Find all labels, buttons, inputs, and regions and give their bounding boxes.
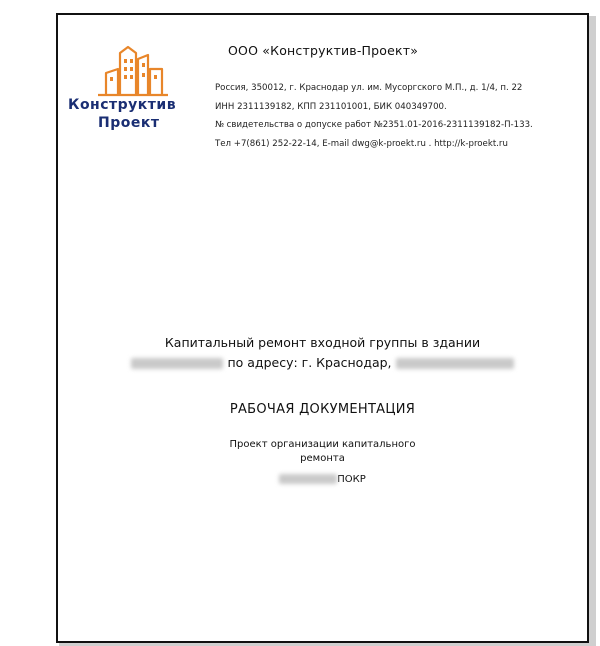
company-name: ООО «Конструктив-Проект» [228,43,419,58]
redacted-address [396,358,514,369]
company-logo [68,45,208,145]
logo-text-line1: Конструктив [68,97,177,113]
company-contacts: Тел +7(861) 252-22-14, E-mail dwg@k-proekt.ru . http://k-proekt.ru [215,138,508,149]
document-subtitle [58,438,587,466]
subtitle-line2: ремонта [300,453,345,464]
project-title-line1: Капитальный ремонт входной группы в здании [164,335,481,350]
document-code: ПОКР [58,474,587,485]
logo-text-line2: Проект [98,115,160,131]
company-address: Россия, 350012, г. Краснодар ул. им. Мусоргского М.П., д. 1/4, п. 22 [215,83,523,93]
company-tax-ids: ИНН 2311139182, КПП 231101001, БИК 040349700. [215,101,447,112]
project-title [58,333,587,373]
project-title-line2: по адресу: г. Краснодар, [58,353,587,373]
document-type: РАБОЧАЯ ДОКУМЕНТАЦИЯ [229,402,416,417]
subtitle-line1: Проект организации капитального [229,439,416,450]
document-page [56,13,589,643]
redacted-code-prefix [279,474,337,484]
redacted-building-name [131,358,223,369]
company-certificate: № свидетельства о допуске работ №2351.01-2016-2311139182-П-133. [215,120,533,130]
company-details [215,79,533,153]
